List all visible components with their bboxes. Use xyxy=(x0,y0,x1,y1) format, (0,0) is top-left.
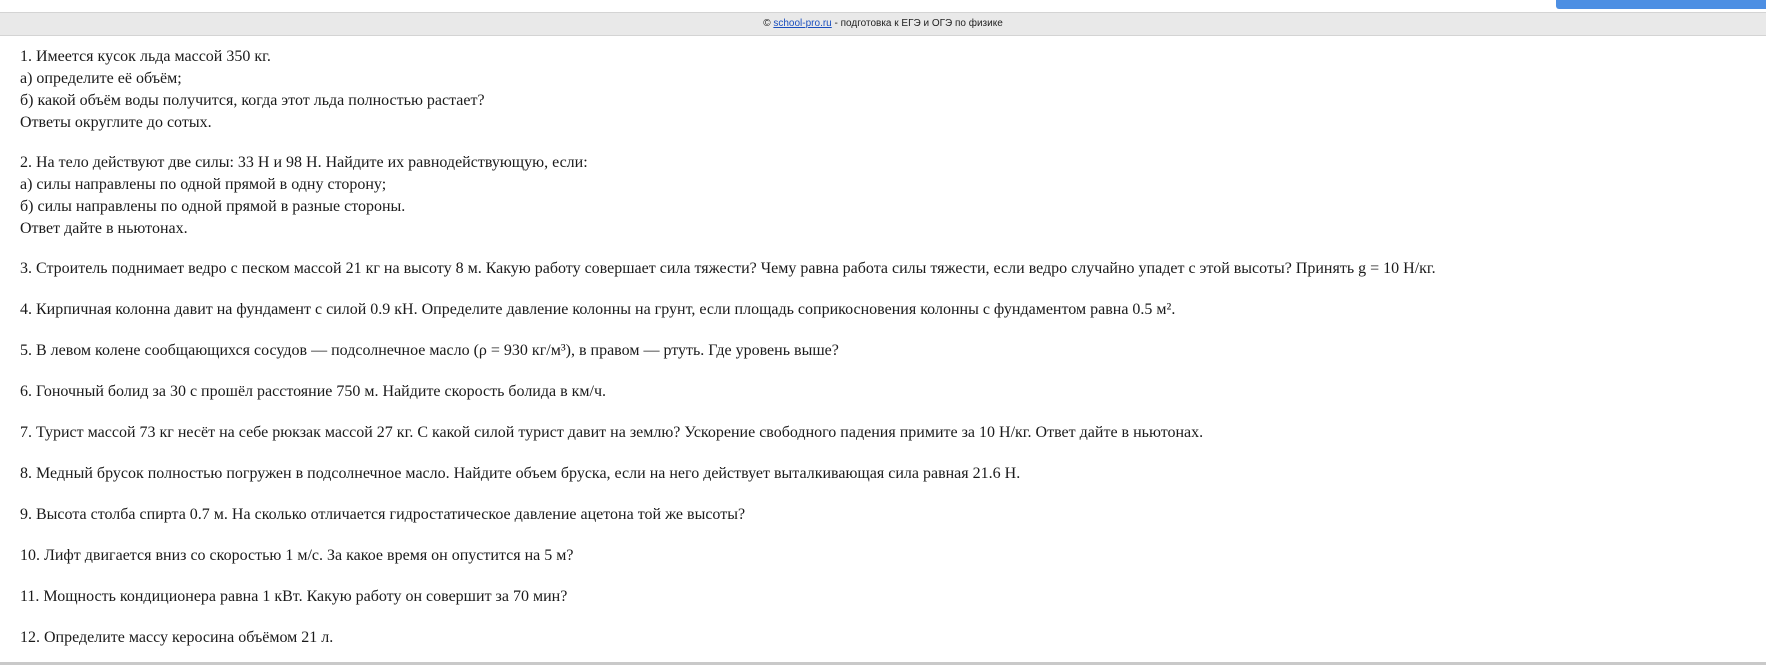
task-6 xyxy=(20,381,1746,403)
site-link[interactable]: school-pro.ru xyxy=(773,18,832,29)
top-strip xyxy=(0,0,1766,12)
task-line: а) силы направлены по одной прямой в одну сторону; xyxy=(20,176,387,193)
task-8 xyxy=(20,463,1746,485)
task-line: 6. Гоночный болид за 30 с прошёл расстояние 750 м. Найдите скорость болида в км/ч. xyxy=(20,383,607,400)
task-2 xyxy=(20,152,1746,240)
task-line: 4. Кирпичная колонна давит на фундамент с силой 0.9 кН. Определите давление колонны на грунт, если площадь соприкосновения колонны с фундаментом равна 0.5 м². xyxy=(20,301,1176,318)
task-list xyxy=(20,46,1746,668)
task-10 xyxy=(20,545,1746,567)
task-12 xyxy=(20,627,1746,649)
task-5 xyxy=(20,340,1746,362)
task-line: Ответы округлите до сотых. xyxy=(20,114,212,131)
task-line: а) определите её объём; xyxy=(20,70,182,87)
task-line: Ответ дайте в ньютонах. xyxy=(20,220,188,237)
task-line: 7. Турист массой 73 кг несёт на себе рюкзак массой 27 кг. С какой силой турист давит на землю? Ускорение свободного падения примите за 10 Н/кг. Ответ дайте в ньютонах. xyxy=(20,424,1204,441)
task-line: 5. В левом колене сообщающихся сосудов — подсолнечное масло (ρ = 930 кг/м³), в правом — ртуть. Где уровень выше? xyxy=(20,342,839,359)
task-3 xyxy=(20,258,1746,280)
task-4 xyxy=(20,299,1746,321)
task-9 xyxy=(20,504,1746,526)
task-line: 12. Определите массу керосина объёмом 21 л. xyxy=(20,629,334,646)
task-line: 8. Медный брусок полностью погружен в подсолнечное масло. Найдите объем бруска, если на него действует выталкивающая сила равная 21.6 Н. xyxy=(20,465,1021,482)
task-line: 2. На тело действуют две силы: 33 Н и 98 Н. Найдите их равнодействующую, если: xyxy=(20,154,588,171)
copyright-symbol: © xyxy=(763,18,771,29)
task-line: 3. Строитель поднимает ведро с песком массой 21 кг на высоту 8 м. Какую работу совершает сила тяжести? Чему равна работа силы тяжести, если ведро случайно упадет с этой высоты? Принять g = 10 Н/кг. xyxy=(20,260,1436,277)
task-line: б) силы направлены по одной прямой в разные стороны. xyxy=(20,198,406,215)
task-line: б) какой объём воды получится, когда этот льда полностью растает? xyxy=(20,92,485,109)
task-line: 1. Имеется кусок льда массой 350 кг. xyxy=(20,48,271,65)
task-11 xyxy=(20,586,1746,608)
task-line: 11. Мощность кондиционера равна 1 кВт. Какую работу он совершит за 70 мин? xyxy=(20,588,568,605)
task-line: 10. Лифт двигается вниз со скоростью 1 м/с. За какое время он опустится на 5 м? xyxy=(20,547,574,564)
site-tagline: - подготовка к ЕГЭ и ОГЭ по физике xyxy=(831,18,1003,29)
site-credit-bar xyxy=(0,12,1766,36)
task-1 xyxy=(20,46,1746,134)
save-button[interactable] xyxy=(1556,0,1766,9)
task-line: 9. Высота столба спирта 0.7 м. На сколько отличается гидростатическое давление ацетона той же высоты? xyxy=(20,506,746,523)
task-7 xyxy=(20,422,1746,444)
